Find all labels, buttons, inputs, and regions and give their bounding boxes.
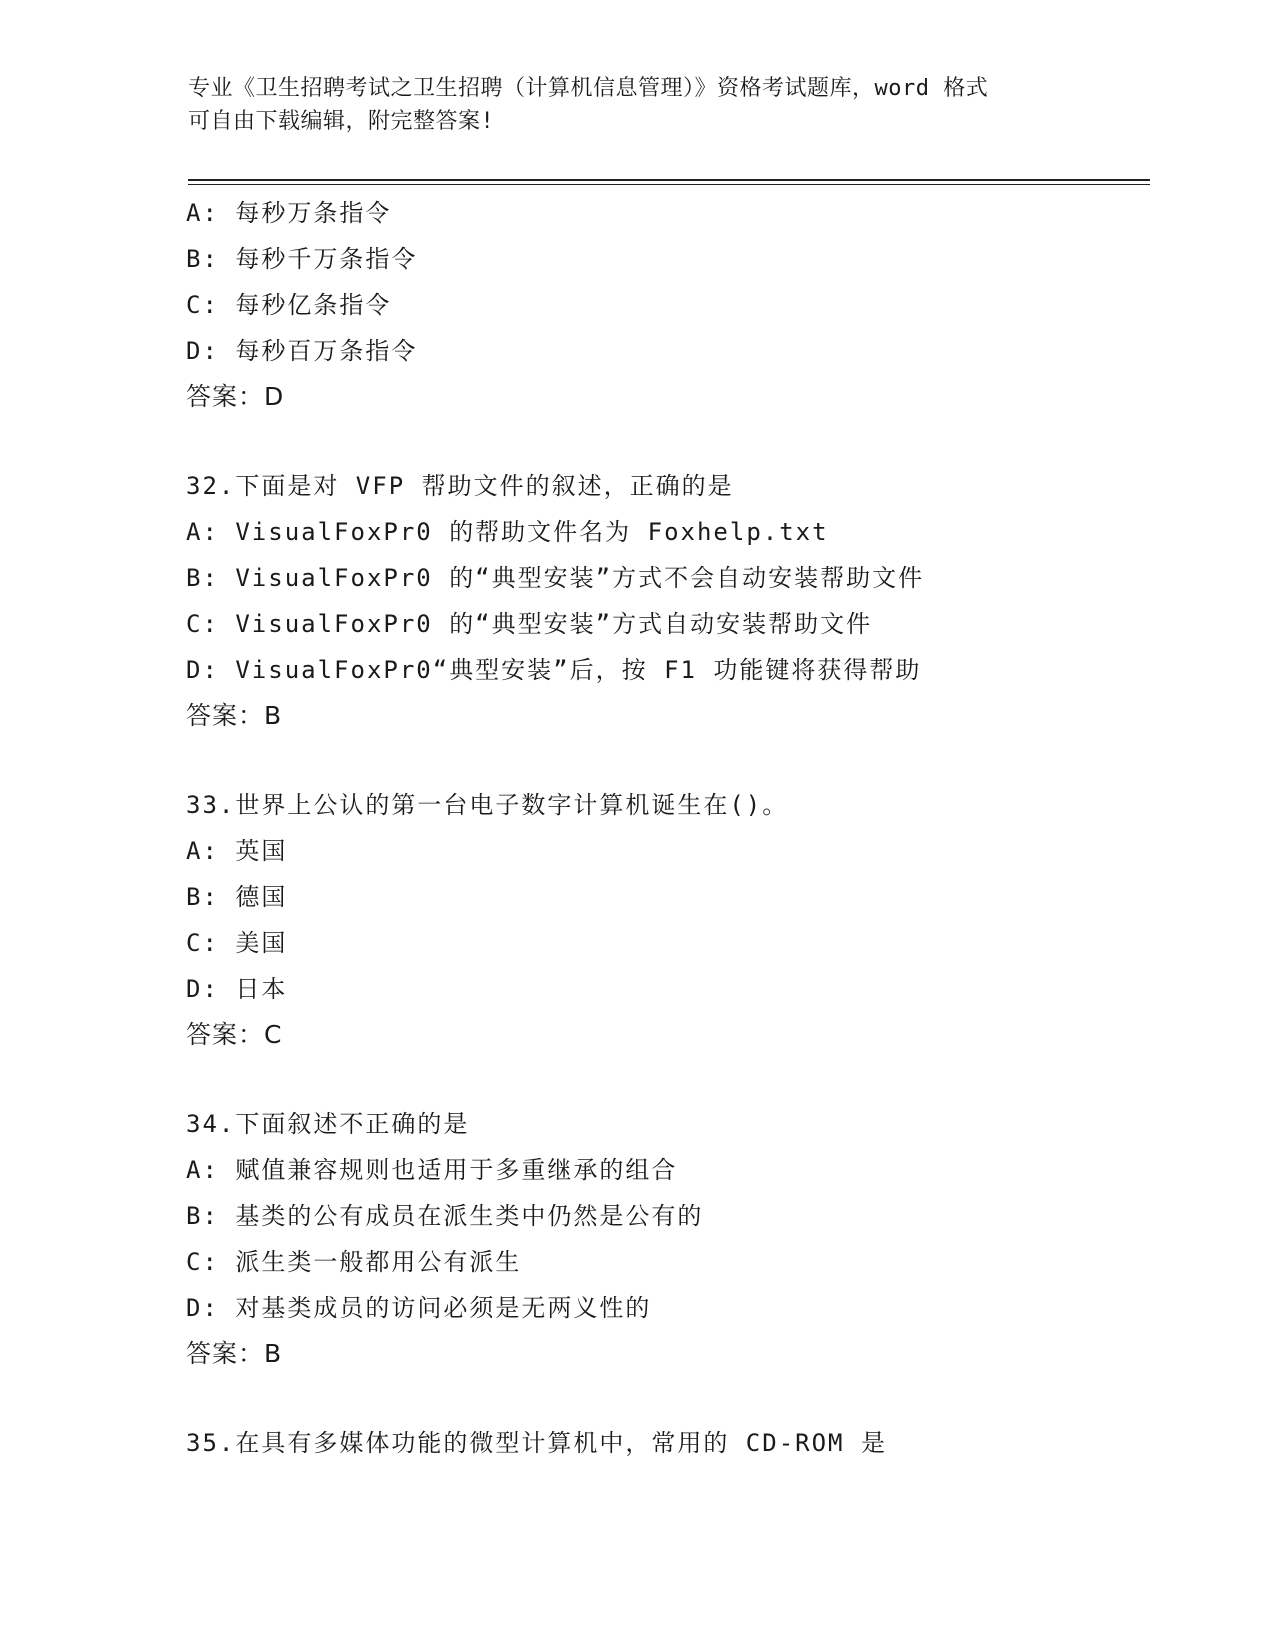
option-a: A: VisualFoxPr0 的帮助文件名为 Foxhelp.txt — [186, 518, 829, 546]
option-b: B: 基类的公有成员在派生类中仍然是公有的 — [186, 1202, 704, 1230]
option-d: D: 对基类成员的访问必须是无两义性的 — [186, 1294, 652, 1322]
option-a: A: 赋值兼容规则也适用于多重继承的组合 — [186, 1156, 678, 1184]
question-32 — [186, 463, 1186, 739]
header-line-1: 专业《卫生招聘考试之卫生招聘（计算机信息管理）》资格考试题库，word 格式 — [188, 76, 989, 101]
option-d: D: VisualFoxPr0“典型安装”后，按 F1 功能键将获得帮助 — [186, 656, 922, 684]
question-stem: 34.下面叙述不正确的是 — [186, 1110, 470, 1138]
question-stem: 35.在具有多媒体功能的微型计算机中，常用的 CD-ROM 是 — [186, 1429, 887, 1457]
answer: 答案：B — [186, 1339, 283, 1368]
question-35 — [186, 1420, 1186, 1466]
option-a: A: 英国 — [186, 837, 288, 865]
option-a: A: 每秒万条指令 — [186, 199, 392, 227]
answer: 答案：B — [186, 701, 283, 730]
option-d: D: 每秒百万条指令 — [186, 337, 418, 365]
option-b: B: 德国 — [186, 883, 288, 911]
option-b: B: VisualFoxPr0 的“典型安装”方式不会自动安装帮助文件 — [186, 564, 925, 592]
option-c: C: 每秒亿条指令 — [186, 291, 392, 319]
document-header — [188, 72, 1088, 138]
header-line-2: 可自由下载编辑，附完整答案! — [188, 109, 495, 134]
question-31 — [186, 190, 1186, 420]
answer: 答案：C — [186, 1020, 283, 1049]
option-c: C: 美国 — [186, 929, 288, 957]
header-rule-top — [188, 179, 1150, 181]
option-d: D: 日本 — [186, 975, 288, 1003]
question-list — [186, 190, 1186, 1509]
answer: 答案：D — [186, 382, 285, 411]
question-34 — [186, 1101, 1186, 1377]
question-33 — [186, 782, 1186, 1058]
header-rule-bottom — [188, 184, 1150, 185]
option-c: C: VisualFoxPr0 的“典型安装”方式自动安装帮助文件 — [186, 610, 873, 638]
question-stem: 32.下面是对 VFP 帮助文件的叙述，正确的是 — [186, 472, 734, 500]
question-stem: 33.世界上公认的第一台电子数字计算机诞生在()。 — [186, 791, 789, 819]
option-c: C: 派生类一般都用公有派生 — [186, 1248, 522, 1276]
option-b: B: 每秒千万条指令 — [186, 245, 418, 273]
